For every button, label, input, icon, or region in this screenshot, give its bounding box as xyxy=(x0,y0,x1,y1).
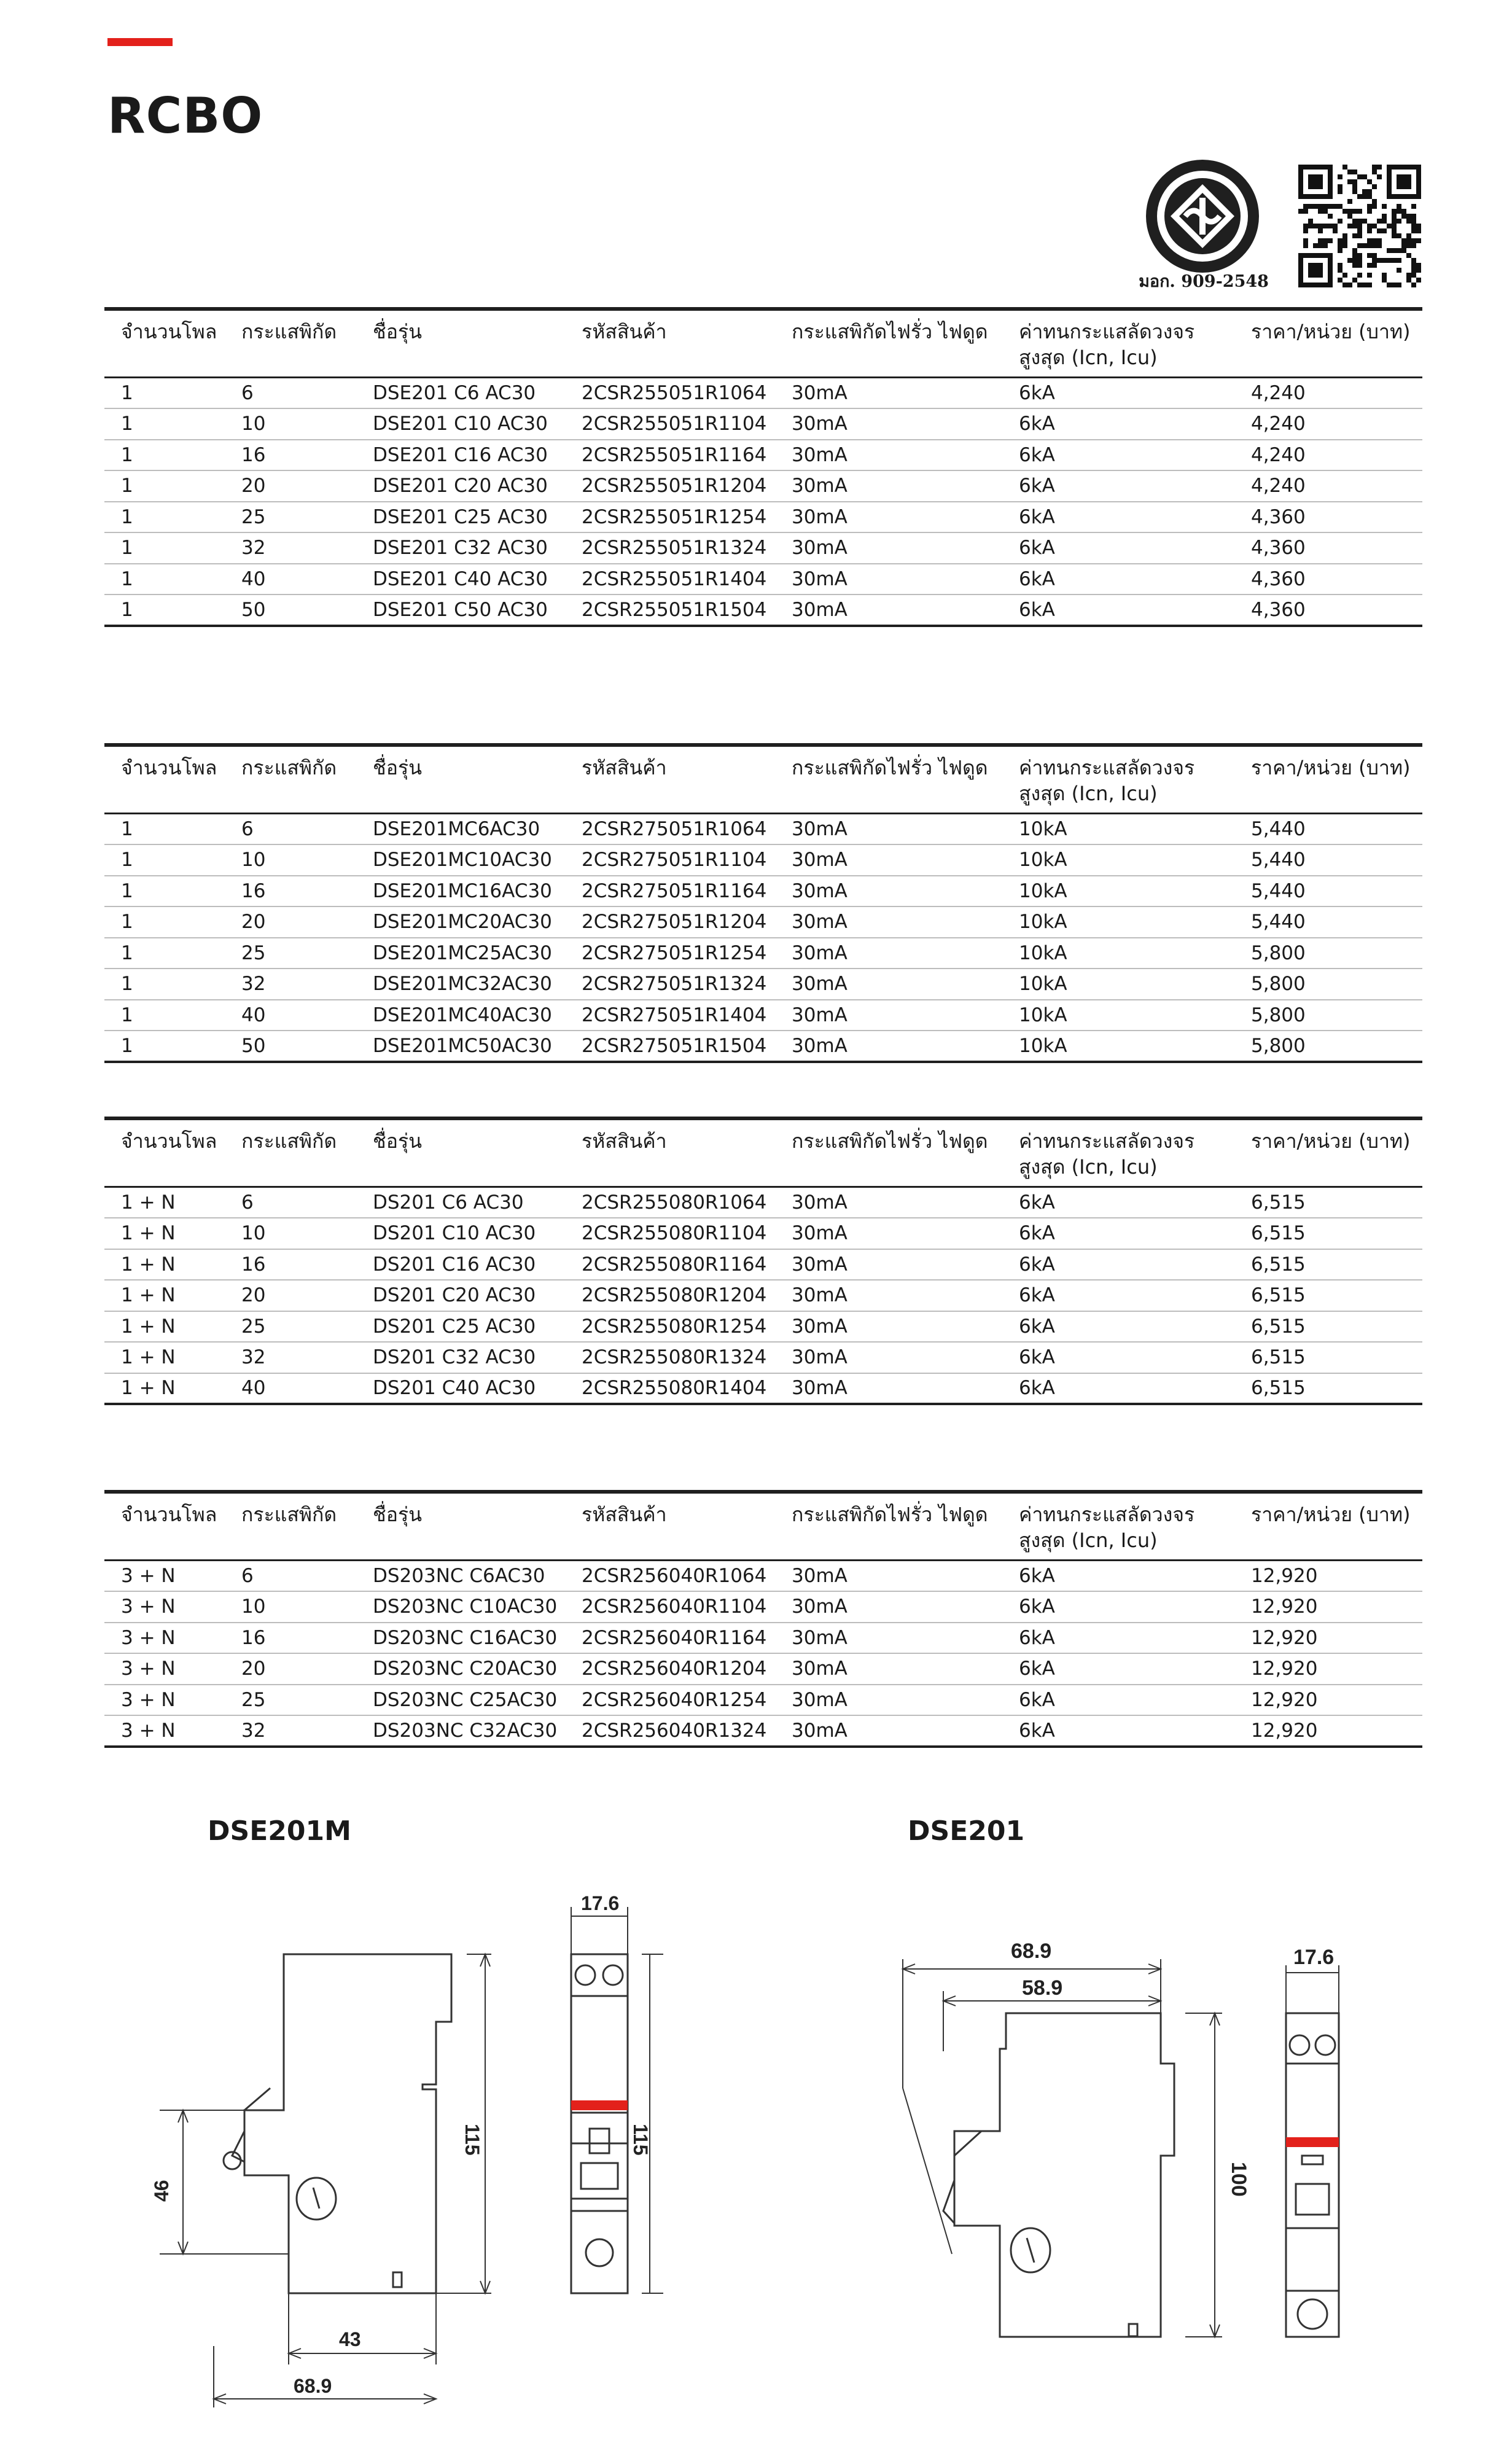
header-rated-current: กระแสพิกัด xyxy=(225,309,356,378)
cell-product-code: 2CSR256040R1254 xyxy=(565,1685,775,1716)
cell-product-code: 2CSR275051R1104 xyxy=(565,844,775,876)
cell-model: DSE201 C25 AC30 xyxy=(356,502,565,533)
dim-depth-43: 43 xyxy=(339,2328,361,2350)
cell-price: 5,800 xyxy=(1234,1031,1422,1062)
cell-breaking-capacity: 6kA xyxy=(1002,1311,1234,1343)
header-poles: จำนวนโพล xyxy=(104,1118,225,1187)
cell-product-code: 2CSR255080R1164 xyxy=(565,1249,775,1281)
header-breaking-capacity: ค่าทนกระแสลัดวงจรสูงสุด (Icn, Icu) xyxy=(1002,1118,1234,1187)
cell-product-code: 2CSR256040R1324 xyxy=(565,1715,775,1747)
cell-poles: 3 + N xyxy=(104,1715,225,1747)
cell-breaking-capacity: 6kA xyxy=(1002,564,1234,595)
table-row xyxy=(104,470,1422,502)
cell-breaking-capacity: 10kA xyxy=(1002,1031,1234,1062)
cell-product-code: 2CSR255051R1164 xyxy=(565,440,775,471)
table-row xyxy=(104,594,1422,626)
dim-height-100: 100 xyxy=(1227,2162,1250,2197)
cell-product-code: 2CSR275051R1324 xyxy=(565,969,775,1000)
cell-residual-current: 30mA xyxy=(775,1653,1002,1685)
cell-poles: 1 + N xyxy=(104,1249,225,1281)
cell-product-code: 2CSR275051R1064 xyxy=(565,814,775,845)
cell-model: DSE201 C40 AC30 xyxy=(356,564,565,595)
cell-model: DSE201MC20AC30 xyxy=(356,906,565,938)
cell-poles: 1 xyxy=(104,564,225,595)
cell-rated-current: 10 xyxy=(225,408,356,440)
table-row xyxy=(104,1623,1422,1654)
cell-model: DSE201 C6 AC30 xyxy=(356,378,565,409)
header-breaking-capacity: ค่าทนกระแสลัดวงจรสูงสุด (Icn, Icu) xyxy=(1002,745,1234,814)
cell-product-code: 2CSR275051R1164 xyxy=(565,876,775,907)
cell-poles: 1 xyxy=(104,969,225,1000)
table-row xyxy=(104,1249,1422,1281)
diagram-title-dse201: DSE201 xyxy=(908,1815,1025,1847)
cell-price: 6,515 xyxy=(1234,1373,1422,1405)
cell-product-code: 2CSR255080R1064 xyxy=(565,1187,775,1218)
cell-rated-current: 10 xyxy=(225,1218,356,1249)
cell-model: DSE201MC50AC30 xyxy=(356,1031,565,1062)
cell-model: DS203NC C25AC30 xyxy=(356,1685,565,1716)
table-row xyxy=(104,876,1422,907)
header-breaking-capacity: ค่าทนกระแสลัดวงจรสูงสุด (Icn, Icu) xyxy=(1002,1492,1234,1561)
cell-breaking-capacity: 10kA xyxy=(1002,906,1234,938)
cell-poles: 1 xyxy=(104,1031,225,1062)
table-row xyxy=(104,378,1422,409)
cell-product-code: 2CSR255080R1104 xyxy=(565,1218,775,1249)
table-row xyxy=(104,1000,1422,1031)
cell-breaking-capacity: 10kA xyxy=(1002,1000,1234,1031)
cell-model: DSE201MC10AC30 xyxy=(356,844,565,876)
table-row xyxy=(104,408,1422,440)
cell-breaking-capacity: 10kA xyxy=(1002,814,1234,845)
cell-product-code: 2CSR275051R1204 xyxy=(565,906,775,938)
cell-price: 6,515 xyxy=(1234,1187,1422,1218)
cell-residual-current: 30mA xyxy=(775,564,1002,595)
header-model: ชื่อรุ่น xyxy=(356,309,565,378)
rcbo-table-1 xyxy=(104,307,1422,627)
header-model: ชื่อรุ่น xyxy=(356,1118,565,1187)
cell-price: 4,240 xyxy=(1234,440,1422,471)
cell-residual-current: 30mA xyxy=(775,532,1002,564)
table-row xyxy=(104,532,1422,564)
cell-poles: 1 xyxy=(104,440,225,471)
cell-poles: 1 xyxy=(104,876,225,907)
rcbo-table-3 xyxy=(104,1117,1422,1405)
header-poles: จำนวนโพล xyxy=(104,1492,225,1561)
cell-model: DS203NC C20AC30 xyxy=(356,1653,565,1685)
cell-rated-current: 20 xyxy=(225,470,356,502)
cell-poles: 1 xyxy=(104,502,225,533)
cell-residual-current: 30mA xyxy=(775,1342,1002,1373)
cell-poles: 3 + N xyxy=(104,1653,225,1685)
cell-breaking-capacity: 6kA xyxy=(1002,470,1234,502)
cell-rated-current: 20 xyxy=(225,1280,356,1311)
cell-residual-current: 30mA xyxy=(775,502,1002,533)
header-price: ราคา/หน่วย (บาท) xyxy=(1234,1118,1422,1187)
cell-price: 4,360 xyxy=(1234,532,1422,564)
cell-model: DSE201MC32AC30 xyxy=(356,969,565,1000)
cell-model: DS201 C20 AC30 xyxy=(356,1280,565,1311)
cell-residual-current: 30mA xyxy=(775,1249,1002,1281)
cell-residual-current: 30mA xyxy=(775,844,1002,876)
dim-width-front: 17.6 xyxy=(581,1892,620,1914)
dse201m-dimension-drawing xyxy=(141,1867,663,2420)
header-model: ชื่อรุ่น xyxy=(356,745,565,814)
dim-inner-58-9: 58.9 xyxy=(1022,1976,1063,2000)
table-row xyxy=(104,1373,1422,1405)
cell-poles: 1 xyxy=(104,844,225,876)
cell-residual-current: 30mA xyxy=(775,1311,1002,1343)
cell-residual-current: 30mA xyxy=(775,1561,1002,1592)
cell-residual-current: 30mA xyxy=(775,938,1002,969)
cell-price: 12,920 xyxy=(1234,1653,1422,1685)
cell-breaking-capacity: 6kA xyxy=(1002,378,1234,409)
cell-price: 4,240 xyxy=(1234,408,1422,440)
cell-breaking-capacity: 6kA xyxy=(1002,1342,1234,1373)
cell-price: 6,515 xyxy=(1234,1280,1422,1311)
cell-breaking-capacity: 6kA xyxy=(1002,1715,1234,1747)
table-row xyxy=(104,1187,1422,1218)
header-residual-current: กระแสพิกัดไฟรั่ว ไฟดูด xyxy=(775,1492,1002,1561)
cell-price: 6,515 xyxy=(1234,1218,1422,1249)
cell-poles: 1 + N xyxy=(104,1187,225,1218)
table-row xyxy=(104,938,1422,969)
cell-product-code: 2CSR255051R1064 xyxy=(565,378,775,409)
cell-model: DS201 C40 AC30 xyxy=(356,1373,565,1405)
header-residual-current: กระแสพิกัดไฟรั่ว ไฟดูด xyxy=(775,1118,1002,1187)
cell-breaking-capacity: 6kA xyxy=(1002,1561,1234,1592)
cell-model: DS201 C25 AC30 xyxy=(356,1311,565,1343)
table-row xyxy=(104,1280,1422,1311)
header-price: ราคา/หน่วย (บาท) xyxy=(1234,309,1422,378)
cell-price: 4,360 xyxy=(1234,564,1422,595)
cell-residual-current: 30mA xyxy=(775,594,1002,626)
cell-breaking-capacity: 6kA xyxy=(1002,440,1234,471)
cell-model: DS203NC C10AC30 xyxy=(356,1591,565,1623)
table-row xyxy=(104,1342,1422,1373)
cell-price: 5,800 xyxy=(1234,1000,1422,1031)
tis-mark-icon xyxy=(1141,155,1264,278)
table-row xyxy=(104,1218,1422,1249)
header-poles: จำนวนโพล xyxy=(104,309,225,378)
cell-price: 12,920 xyxy=(1234,1561,1422,1592)
cell-rated-current: 50 xyxy=(225,1031,356,1062)
cell-poles: 1 xyxy=(104,814,225,845)
cell-rated-current: 16 xyxy=(225,440,356,471)
cell-price: 5,440 xyxy=(1234,844,1422,876)
cell-poles: 1 xyxy=(104,408,225,440)
cell-poles: 1 xyxy=(104,906,225,938)
cell-poles: 1 + N xyxy=(104,1373,225,1405)
table-row xyxy=(104,844,1422,876)
cell-poles: 3 + N xyxy=(104,1591,225,1623)
cell-price: 12,920 xyxy=(1234,1623,1422,1654)
rcbo-table-4 xyxy=(104,1490,1422,1748)
cell-breaking-capacity: 10kA xyxy=(1002,876,1234,907)
cell-model: DS201 C16 AC30 xyxy=(356,1249,565,1281)
table-row xyxy=(104,814,1422,845)
cell-residual-current: 30mA xyxy=(775,1218,1002,1249)
cell-poles: 1 xyxy=(104,378,225,409)
cell-rated-current: 16 xyxy=(225,876,356,907)
cell-price: 5,800 xyxy=(1234,969,1422,1000)
dim-depth-68-9: 68.9 xyxy=(294,2375,332,2397)
cell-price: 6,515 xyxy=(1234,1311,1422,1343)
cell-breaking-capacity: 6kA xyxy=(1002,1623,1234,1654)
cell-price: 5,440 xyxy=(1234,814,1422,845)
cell-breaking-capacity: 6kA xyxy=(1002,1685,1234,1716)
cell-model: DS201 C32 AC30 xyxy=(356,1342,565,1373)
cell-poles: 3 + N xyxy=(104,1685,225,1716)
cell-model: DS201 C10 AC30 xyxy=(356,1218,565,1249)
cell-residual-current: 30mA xyxy=(775,440,1002,471)
cell-model: DSE201MC40AC30 xyxy=(356,1000,565,1031)
cell-breaking-capacity: 10kA xyxy=(1002,938,1234,969)
cell-residual-current: 30mA xyxy=(775,470,1002,502)
certification-label: มอก. 909-2548 xyxy=(1139,272,1269,291)
cell-product-code: 2CSR255051R1254 xyxy=(565,502,775,533)
cell-model: DS201 C6 AC30 xyxy=(356,1187,565,1218)
cell-rated-current: 32 xyxy=(225,1715,356,1747)
header-poles: จำนวนโพล xyxy=(104,745,225,814)
dim-depth-46: 46 xyxy=(150,2180,173,2202)
cell-product-code: 2CSR275051R1254 xyxy=(565,938,775,969)
cell-residual-current: 30mA xyxy=(775,969,1002,1000)
cell-product-code: 2CSR256040R1164 xyxy=(565,1623,775,1654)
cell-rated-current: 10 xyxy=(225,1591,356,1623)
cell-rated-current: 6 xyxy=(225,1561,356,1592)
cell-poles: 1 + N xyxy=(104,1280,225,1311)
cell-residual-current: 30mA xyxy=(775,906,1002,938)
header-breaking-capacity: ค่าทนกระแสลัดวงจรสูงสุด (Icn, Icu) xyxy=(1002,309,1234,378)
cell-rated-current: 40 xyxy=(225,564,356,595)
cell-product-code: 2CSR275051R1404 xyxy=(565,1000,775,1031)
cell-product-code: 2CSR256040R1204 xyxy=(565,1653,775,1685)
cell-price: 4,240 xyxy=(1234,470,1422,502)
cell-poles: 1 xyxy=(104,470,225,502)
cell-price: 12,920 xyxy=(1234,1591,1422,1623)
cell-poles: 1 xyxy=(104,938,225,969)
cell-rated-current: 40 xyxy=(225,1000,356,1031)
cell-product-code: 2CSR275051R1504 xyxy=(565,1031,775,1062)
table-row xyxy=(104,440,1422,471)
cell-product-code: 2CSR255080R1204 xyxy=(565,1280,775,1311)
cell-product-code: 2CSR255051R1104 xyxy=(565,408,775,440)
cell-poles: 1 xyxy=(104,1000,225,1031)
cell-model: DS203NC C6AC30 xyxy=(356,1561,565,1592)
cell-model: DSE201MC6AC30 xyxy=(356,814,565,845)
cell-price: 5,440 xyxy=(1234,906,1422,938)
cell-price: 4,240 xyxy=(1234,378,1422,409)
cell-residual-current: 30mA xyxy=(775,876,1002,907)
cell-model: DSE201MC25AC30 xyxy=(356,938,565,969)
red-trip-band xyxy=(1286,2137,1339,2147)
cell-residual-current: 30mA xyxy=(775,1031,1002,1062)
cell-breaking-capacity: 6kA xyxy=(1002,1280,1234,1311)
cell-product-code: 2CSR256040R1104 xyxy=(565,1591,775,1623)
table-row xyxy=(104,1685,1422,1716)
cell-rated-current: 25 xyxy=(225,938,356,969)
cell-price: 5,800 xyxy=(1234,938,1422,969)
cell-breaking-capacity: 6kA xyxy=(1002,1591,1234,1623)
table-row xyxy=(104,1031,1422,1062)
table-row xyxy=(104,564,1422,595)
cell-breaking-capacity: 6kA xyxy=(1002,408,1234,440)
accent-bar xyxy=(107,38,173,46)
cell-breaking-capacity: 10kA xyxy=(1002,969,1234,1000)
cell-price: 6,515 xyxy=(1234,1249,1422,1281)
cell-poles: 1 + N xyxy=(104,1218,225,1249)
cell-poles: 3 + N xyxy=(104,1561,225,1592)
header-rated-current: กระแสพิกัด xyxy=(225,1118,356,1187)
cell-price: 4,360 xyxy=(1234,594,1422,626)
header-product-code: รหัสสินค้า xyxy=(565,309,775,378)
table-row xyxy=(104,502,1422,533)
cell-product-code: 2CSR255080R1324 xyxy=(565,1342,775,1373)
cell-product-code: 2CSR256040R1064 xyxy=(565,1561,775,1592)
table-row xyxy=(104,1653,1422,1685)
header-rated-current: กระแสพิกัด xyxy=(225,1492,356,1561)
dim-height-side: 115 xyxy=(461,2124,483,2156)
cell-rated-current: 32 xyxy=(225,969,356,1000)
cell-breaking-capacity: 6kA xyxy=(1002,594,1234,626)
cell-breaking-capacity: 6kA xyxy=(1002,532,1234,564)
cell-price: 12,920 xyxy=(1234,1715,1422,1747)
cell-rated-current: 50 xyxy=(225,594,356,626)
cell-model: DSE201 C10 AC30 xyxy=(356,408,565,440)
cell-model: DSE201 C20 AC30 xyxy=(356,470,565,502)
cell-poles: 1 + N xyxy=(104,1311,225,1343)
cell-product-code: 2CSR255051R1324 xyxy=(565,532,775,564)
cell-model: DSE201 C32 AC30 xyxy=(356,532,565,564)
table-row xyxy=(104,969,1422,1000)
cell-breaking-capacity: 6kA xyxy=(1002,1187,1234,1218)
cell-residual-current: 30mA xyxy=(775,814,1002,845)
cell-residual-current: 30mA xyxy=(775,378,1002,409)
header-residual-current: กระแสพิกัดไฟรั่ว ไฟดูด xyxy=(775,309,1002,378)
cell-product-code: 2CSR255080R1254 xyxy=(565,1311,775,1343)
table-row xyxy=(104,1715,1422,1747)
cell-price: 5,440 xyxy=(1234,876,1422,907)
cell-poles: 1 xyxy=(104,594,225,626)
table-row xyxy=(104,1311,1422,1343)
cell-rated-current: 25 xyxy=(225,1311,356,1343)
cell-residual-current: 30mA xyxy=(775,408,1002,440)
cell-price: 12,920 xyxy=(1234,1685,1422,1716)
cell-rated-current: 16 xyxy=(225,1623,356,1654)
cell-product-code: 2CSR255051R1204 xyxy=(565,470,775,502)
cell-breaking-capacity: 6kA xyxy=(1002,1653,1234,1685)
cell-product-code: 2CSR255080R1404 xyxy=(565,1373,775,1405)
cell-breaking-capacity: 6kA xyxy=(1002,1373,1234,1405)
cell-rated-current: 40 xyxy=(225,1373,356,1405)
cell-rated-current: 25 xyxy=(225,1685,356,1716)
cell-price: 6,515 xyxy=(1234,1342,1422,1373)
header-rated-current: กระแสพิกัด xyxy=(225,745,356,814)
header-product-code: รหัสสินค้า xyxy=(565,1118,775,1187)
cell-poles: 3 + N xyxy=(104,1623,225,1654)
cell-rated-current: 10 xyxy=(225,844,356,876)
cell-model: DS203NC C16AC30 xyxy=(356,1623,565,1654)
cell-residual-current: 30mA xyxy=(775,1187,1002,1218)
table-row xyxy=(104,906,1422,938)
dim-height-front: 115 xyxy=(629,2124,652,2156)
red-trip-band xyxy=(571,2100,628,2110)
cell-residual-current: 30mA xyxy=(775,1000,1002,1031)
cell-product-code: 2CSR255051R1504 xyxy=(565,594,775,626)
table-row xyxy=(104,1591,1422,1623)
dse201-dimension-drawing xyxy=(890,1867,1431,2377)
cell-price: 4,360 xyxy=(1234,502,1422,533)
cell-model: DSE201MC16AC30 xyxy=(356,876,565,907)
cell-breaking-capacity: 6kA xyxy=(1002,502,1234,533)
cell-residual-current: 30mA xyxy=(775,1685,1002,1716)
cell-rated-current: 32 xyxy=(225,532,356,564)
cell-residual-current: 30mA xyxy=(775,1591,1002,1623)
cell-residual-current: 30mA xyxy=(775,1373,1002,1405)
header-product-code: รหัสสินค้า xyxy=(565,1492,775,1561)
cell-breaking-capacity: 10kA xyxy=(1002,844,1234,876)
cell-rated-current: 25 xyxy=(225,502,356,533)
rcbo-table-2 xyxy=(104,743,1422,1063)
cell-residual-current: 30mA xyxy=(775,1280,1002,1311)
cell-product-code: 2CSR255051R1404 xyxy=(565,564,775,595)
cell-breaking-capacity: 6kA xyxy=(1002,1218,1234,1249)
page-title: RCBO xyxy=(107,87,263,144)
header-price: ราคา/หน่วย (บาท) xyxy=(1234,745,1422,814)
header-residual-current: กระแสพิกัดไฟรั่ว ไฟดูด xyxy=(775,745,1002,814)
cell-breaking-capacity: 6kA xyxy=(1002,1249,1234,1281)
header-price: ราคา/หน่วย (บาท) xyxy=(1234,1492,1422,1561)
cell-residual-current: 30mA xyxy=(775,1715,1002,1747)
cell-rated-current: 6 xyxy=(225,1187,356,1218)
table-row xyxy=(104,1561,1422,1592)
cell-rated-current: 32 xyxy=(225,1342,356,1373)
qr-code-icon xyxy=(1298,165,1421,287)
dim-total-68-9: 68.9 xyxy=(1011,1939,1052,1963)
cell-residual-current: 30mA xyxy=(775,1623,1002,1654)
cell-rated-current: 20 xyxy=(225,906,356,938)
cell-rated-current: 20 xyxy=(225,1653,356,1685)
header-product-code: รหัสสินค้า xyxy=(565,745,775,814)
cell-rated-current: 6 xyxy=(225,378,356,409)
header-model: ชื่อรุ่น xyxy=(356,1492,565,1561)
diagram-title-dse201m: DSE201M xyxy=(208,1815,351,1847)
cell-poles: 1 + N xyxy=(104,1342,225,1373)
cell-model: DSE201 C16 AC30 xyxy=(356,440,565,471)
cell-model: DS203NC C32AC30 xyxy=(356,1715,565,1747)
cell-rated-current: 6 xyxy=(225,814,356,845)
dim-width-front: 17.6 xyxy=(1293,1946,1335,1969)
cell-rated-current: 16 xyxy=(225,1249,356,1281)
cell-poles: 1 xyxy=(104,532,225,564)
cell-model: DSE201 C50 AC30 xyxy=(356,594,565,626)
